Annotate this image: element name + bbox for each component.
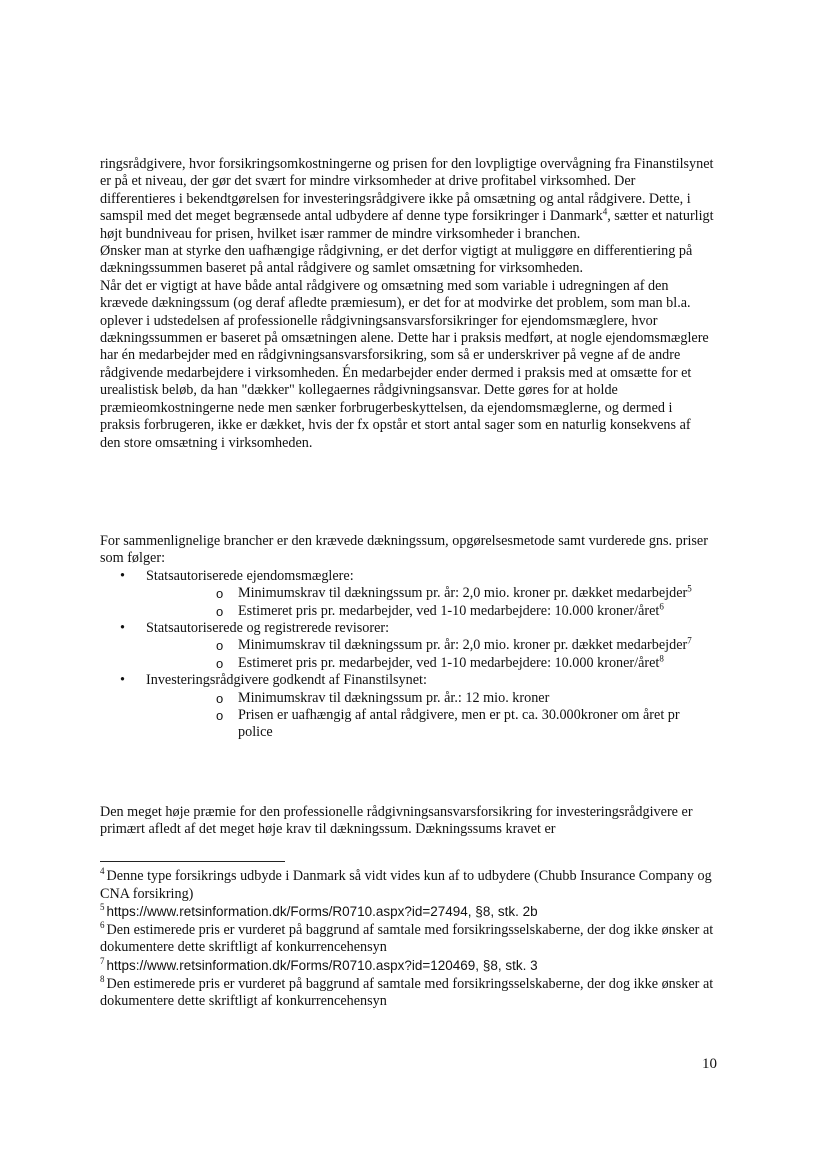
closing-paragraph: Den meget høje præmie for den professionelle rådgivningsansvarsforsikring for investeringsrådgivere er primært afledt af det meget høje krav til dækningssum. Dækningssums kravet er	[100, 804, 693, 838]
footnote-divider	[100, 861, 285, 862]
footnote-4: $^4$ Denne type forsikrings udbyde i Danmark så vidt vides kun af to udbydere (Chubb Insurance Company og CNA forsikring)	[100, 866, 712, 902]
sub-bullet-icon: o	[216, 586, 224, 602]
sub-list	[146, 637, 714, 672]
footnote-6: $^6$ Den estimerede pris er vurderet på baggrund af samtale med forsikringsselskaberne, der dog ikke ønsker at dokumentere dette skriftligt af konkurrencehensyn	[100, 920, 714, 956]
sub-bullet-icon: o	[216, 708, 224, 724]
footnote-5: $^5$ https://www.retsinformation.dk/Forms/R0710.aspx?id=27494, §8, stk. 2b	[100, 902, 538, 920]
sub-bullet-icon: o	[216, 638, 224, 654]
sub-bullet-icon: o	[216, 603, 224, 619]
footnote-ref-4[interactable]: 4	[602, 206, 608, 217]
sub-bullet-icon: o	[216, 690, 224, 706]
paragraph-variables: Når det er vigtigt at have både antal rådgivere og omsætning med som variable i udregningen af den krævede dækningssum (og deraf afledte præmiesum), er det for at modvirke det problem, som man bl.a. oplever i udstedelsen af professionelle rådgivningsansvarsforsikringer for ejendomsmæglere, hvor dækningssummen er baseret på omsætningen alene. Dette har i praksis medført, at nogle ejendomsmæglere har én medarbejder med en rådgivningsansvarsforsikring, som så er underskriver på vegne af de andre rådgivende medarbejdere i virksomheden. Én medarbejder ender dermed i praksis med at omsætte for et urealistisk beløb, da han "dækker" kollegaernes rådgivningsansvar. Dette gøres for at holde præmieomkostningerne nede men sænker forbrugerbeskyttelsen, da ejendomsmæglerne, og dermed i praksis forbrugeren, ikke er dækket, hvis der fx opstår et stort antal sager som en naturlig konsekvens af den store omsætning i virksomheden.	[100, 277, 709, 451]
footnote-8: $^8$ Den estimerede pris er vurderet på baggrund af samtale med forsikringsselskaberne, der dog ikke ønsker at dokumentere dette skriftligt af konkurrencehensyn	[100, 973, 714, 1010]
bullet-icon: •	[120, 672, 125, 689]
sub-list	[146, 690, 714, 742]
footnote-ref-5[interactable]: 5	[687, 583, 692, 594]
paragraph-differentiation: Ønsker man at styrke den uafhængige rådgivning, er det derfor vigtigt at muliggøre en differentiering på dækningssummen baseret på antal rådgivere og samlet omsætning for virksomheden.	[100, 243, 693, 277]
intro-section	[100, 156, 714, 452]
sub-list-item: o Minimumskrav til dækningssum pr. år: 2,0 mio. kroner pr. dækket medarbejder$^7$	[216, 635, 692, 654]
comparison-intro: For sammenlignelige brancher er den krævede dækningssum, opgørelsesmetode samt vurderede gns. priser som følger:	[100, 533, 708, 567]
sub-list-item: o Estimeret pris pr. medarbejder, ved 1-10 medarbejdere: 10.000 kroner/året$^8$	[216, 653, 664, 671]
footnote-link[interactable]: https://www.retsinformation.dk/Forms/R0710.aspx?id=27494, §8, stk. 2b	[106, 904, 538, 920]
sub-list-item: o Estimeret pris pr. medarbejder, ved 1-10 medarbejdere: 10.000 kroner/året$^6$	[216, 600, 664, 619]
footnote-7: $^7$ https://www.retsinformation.dk/Forms/R0710.aspx?id=120469, §8, stk. 3	[100, 956, 538, 973]
sub-list-item: o Minimumskrav til dækningssum pr. år.: 12 mio. kroner	[216, 689, 550, 706]
sub-bullet-icon: o	[216, 655, 224, 671]
bullet-icon: •	[120, 620, 125, 637]
sub-list-item: o Prisen er uafhængig af antal rådgivere, men er pt. ca. 30.000kroner om året pr police	[216, 707, 680, 741]
paragraph-insurance-costs: ringsrådgivere, hvor forsikringsomkostningerne og prisen for den lovpligtige overvågning fra Finanstilsynet er på et niveau, der gør det svært for mindre virksomheder at drive profitabel virksomhed. Der differentieres i bekendtgørelsen for investeringsrådgivere ikke på omsætning og antal rådgivere. Dette, i samspil med det meget begrænsede antal udbydere af denne type forsikringer i Danmark$^4$, sætter et naturligt højt bundniveau for prisen, hvilket især rammer de mindre virksomheder i branchen.	[100, 156, 714, 242]
footnote-ref-8[interactable]: 8	[659, 653, 664, 664]
sub-list-item: o Minimumskrav til dækningssum pr. år: 2,0 mio. kroner pr. dækket medarbejder$^5$	[216, 583, 692, 602]
footnote-ref-7[interactable]: 7	[687, 635, 692, 646]
list-item-ejendomsmaeglere: • Statsautoriserede ejendomsmæglere: o Minimumskrav til dækningssum pr. år: 2,0 mio. kroner pr. dækket medarbejder$^5$ o Estimeret pris pr. medarbejder, ved 1-10 medarbejdere: 10.000 kroner/året$^6$	[100, 568, 714, 620]
bullet-icon: •	[120, 567, 125, 584]
list-item-investeringsraadgivere: • Investeringsrådgivere godkendt af Finanstilsynet: o Minimumskrav til dækningssum pr. år.: 12 mio. kroner o Prisen er uafhængig af antal rådgivere, men er pt. ca. 30.000kroner om året pr police	[100, 672, 714, 742]
comparison-list	[100, 568, 714, 742]
page-number: 10	[702, 1056, 717, 1072]
closing-section	[100, 804, 714, 839]
comparison-section	[100, 533, 714, 742]
footnote-ref-6[interactable]: 6	[659, 600, 664, 611]
sub-list	[146, 585, 714, 620]
footnotes-section	[100, 868, 718, 1011]
list-item-revisorer: • Statsautoriserede og registrerede revisorer: o Minimumskrav til dækningssum pr. år: 2,0 mio. kroner pr. dækket medarbejder$^7$ o Estimeret pris pr. medarbejder, ved 1-10 medarbejdere: 10.000 kroner/året$^8$	[100, 620, 714, 672]
footnote-link[interactable]: https://www.retsinformation.dk/Forms/R0710.aspx?id=120469, §8, stk. 3	[106, 957, 538, 973]
